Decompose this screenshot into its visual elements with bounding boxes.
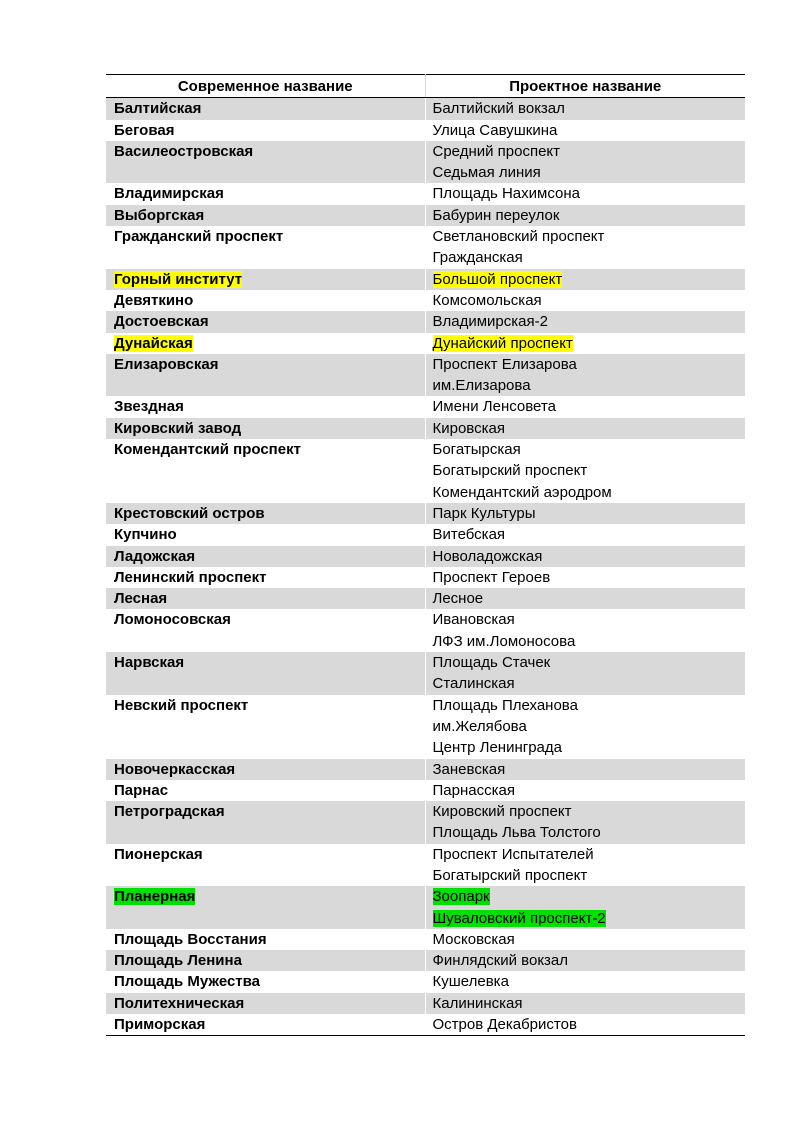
- table-row: [106, 524, 745, 545]
- project-name: Московская: [432, 930, 515, 948]
- modern-name: Дунайская: [114, 334, 193, 352]
- project-name-line: [433, 482, 746, 503]
- project-name: Богатырский проспект: [432, 866, 588, 884]
- modern-name: Василеостровская: [114, 142, 254, 160]
- project-names-cell: [425, 418, 745, 439]
- table-row: [106, 141, 745, 184]
- header-project-name: Проектное название: [425, 75, 745, 98]
- project-name: Большой проспект: [432, 270, 563, 288]
- project-name-line: [433, 673, 746, 694]
- project-names-cell: [425, 993, 745, 1014]
- modern-name-cell: [106, 886, 425, 929]
- table-row: [106, 801, 745, 844]
- project-name-line: [433, 247, 746, 268]
- project-names-cell: [425, 929, 745, 950]
- project-name: Богатырская: [432, 441, 521, 459]
- project-name: Финлядский вокзал: [432, 952, 569, 970]
- modern-name: Елизаровская: [114, 355, 219, 373]
- modern-name-cell: [106, 205, 425, 226]
- project-names-cell: [425, 588, 745, 609]
- project-names-cell: [425, 971, 745, 992]
- modern-name: Ломоносовская: [114, 611, 231, 629]
- modern-name-cell: [106, 929, 425, 950]
- modern-name-cell: [106, 652, 425, 695]
- project-name: Остров Декабристов: [432, 1016, 577, 1034]
- modern-name-cell: [106, 418, 425, 439]
- project-name: ЛФЗ им.Ломоносова: [432, 632, 576, 650]
- table-row: [106, 780, 745, 801]
- project-name: Центр Ленинграда: [432, 739, 562, 757]
- modern-name: Нарвская: [114, 654, 185, 672]
- modern-name-cell: [106, 546, 425, 567]
- project-name-line: [433, 354, 746, 375]
- project-name: Имени Ленсовета: [432, 398, 556, 416]
- table-row: [106, 929, 745, 950]
- table-row: [106, 759, 745, 780]
- project-names-cell: [425, 290, 745, 311]
- modern-name: Площадь Мужества: [114, 973, 261, 991]
- table-header: [106, 75, 745, 98]
- table-row: [106, 205, 745, 226]
- project-name-line: [433, 716, 746, 737]
- project-name: Бабурин переулок: [432, 206, 560, 224]
- modern-name-cell: [106, 311, 425, 332]
- modern-name-cell: [106, 780, 425, 801]
- modern-name-cell: [106, 759, 425, 780]
- project-name-line: [433, 396, 746, 417]
- table-row: [106, 439, 745, 503]
- modern-name-cell: [106, 1014, 425, 1036]
- project-name: Ивановская: [432, 611, 515, 629]
- project-name-line: [433, 120, 746, 141]
- modern-name-cell: [106, 269, 425, 290]
- project-name: Комсомольская: [432, 291, 542, 309]
- project-name-line: [433, 98, 746, 119]
- project-names-cell: [425, 801, 745, 844]
- project-name: Сталинская: [432, 675, 515, 693]
- table-row: [106, 695, 745, 759]
- project-names-cell: [425, 780, 745, 801]
- project-names-cell: [425, 844, 745, 887]
- project-names-cell: [425, 695, 745, 759]
- project-names-cell: [425, 652, 745, 695]
- modern-name-cell: [106, 993, 425, 1014]
- project-name: Заневская: [432, 760, 506, 778]
- table-row: [106, 1014, 745, 1036]
- header-modern-name: Современное название: [106, 75, 425, 98]
- project-names-cell: [425, 120, 745, 141]
- project-names-cell: [425, 226, 745, 269]
- table-row: [106, 950, 745, 971]
- project-name: Площадь Стачек: [432, 654, 551, 672]
- modern-name: Новочеркасская: [114, 760, 236, 778]
- modern-name-cell: [106, 439, 425, 503]
- project-names-cell: [425, 396, 745, 417]
- project-name: Новоладожская: [432, 547, 543, 565]
- table-row: [106, 120, 745, 141]
- project-names-cell: [425, 546, 745, 567]
- project-name: Калининская: [432, 994, 523, 1012]
- project-name-line: [433, 311, 746, 332]
- project-names-cell: [425, 183, 745, 204]
- project-name-line: [433, 290, 746, 311]
- modern-name: Петроградская: [114, 803, 225, 821]
- modern-name-cell: [106, 971, 425, 992]
- project-name: Балтийский вокзал: [432, 100, 565, 118]
- modern-name-cell: [106, 226, 425, 269]
- modern-name-cell: [106, 567, 425, 588]
- table-row: [106, 183, 745, 204]
- project-name-line: [433, 439, 746, 460]
- project-name-line: [433, 822, 746, 843]
- modern-name-cell: [106, 290, 425, 311]
- project-name-line: [433, 588, 746, 609]
- project-name-line: [433, 183, 746, 204]
- project-names-cell: [425, 950, 745, 971]
- table-row: [106, 418, 745, 439]
- station-names-table: [106, 74, 745, 1036]
- table-row: [106, 971, 745, 992]
- project-name-line: [433, 993, 746, 1014]
- project-name: Средний проспект: [432, 142, 561, 160]
- table-row: [106, 844, 745, 887]
- project-name-line: [433, 460, 746, 481]
- project-name: Улица Савушкина: [432, 121, 558, 139]
- modern-name-cell: [106, 609, 425, 652]
- modern-name-cell: [106, 503, 425, 524]
- project-name: Гражданская: [432, 249, 523, 267]
- project-name-line: [433, 929, 746, 950]
- table-row: [106, 503, 745, 524]
- project-name-line: [433, 503, 746, 524]
- project-name: им.Желябова: [432, 717, 527, 735]
- modern-name: Площадь Восстания: [114, 930, 267, 948]
- modern-name: Приморская: [114, 1016, 206, 1034]
- project-name-line: [433, 652, 746, 673]
- project-names-cell: [425, 333, 745, 354]
- project-names-cell: [425, 439, 745, 503]
- table-row: [106, 311, 745, 332]
- modern-name: Кировский завод: [114, 419, 242, 437]
- modern-name: Парнас: [114, 781, 169, 799]
- modern-name-cell: [106, 141, 425, 184]
- table-row: [106, 546, 745, 567]
- project-name: Площадь Плеханова: [432, 696, 578, 714]
- modern-name: Комендантский проспект: [114, 441, 301, 459]
- project-names-cell: [425, 205, 745, 226]
- project-name-line: [433, 226, 746, 247]
- project-names-cell: [425, 311, 745, 332]
- project-name-line: [433, 546, 746, 567]
- project-name-line: [433, 780, 746, 801]
- project-names-cell: [425, 354, 745, 397]
- project-name-line: [433, 205, 746, 226]
- modern-name: Девяткино: [114, 291, 194, 309]
- table-row: [106, 396, 745, 417]
- modern-name: Ленинский проспект: [114, 568, 267, 586]
- modern-name: Лесная: [114, 590, 168, 608]
- project-name: Дунайский проспект: [432, 334, 573, 352]
- project-name-line: [433, 950, 746, 971]
- project-name-line: [433, 567, 746, 588]
- project-names-cell: [425, 269, 745, 290]
- project-name-line: [433, 801, 746, 822]
- modern-name: Гражданский проспект: [114, 228, 284, 246]
- table-row: [106, 993, 745, 1014]
- project-name-line: [433, 908, 746, 929]
- project-names-cell: [425, 567, 745, 588]
- project-name: Владимирская-2: [432, 313, 548, 331]
- modern-name: Политехническая: [114, 994, 245, 1012]
- header-row: [106, 75, 745, 98]
- project-name: им.Елизарова: [432, 377, 531, 395]
- table-row: [106, 290, 745, 311]
- modern-name-cell: [106, 524, 425, 545]
- table-row: [106, 269, 745, 290]
- project-name: Площадь Льва Толстого: [432, 824, 601, 842]
- table-row: [106, 354, 745, 397]
- project-names-cell: [425, 503, 745, 524]
- project-names-cell: [425, 524, 745, 545]
- modern-name-cell: [106, 120, 425, 141]
- project-name-line: [433, 141, 746, 162]
- project-name: Парнасская: [432, 781, 515, 799]
- project-names-cell: [425, 609, 745, 652]
- table-body: [106, 98, 745, 1036]
- project-name-line: [433, 162, 746, 183]
- project-name-line: [433, 333, 746, 354]
- project-name: Богатырский проспект: [432, 462, 588, 480]
- project-name: Светлановский проспект: [432, 228, 605, 246]
- modern-name: Планерная: [114, 888, 196, 906]
- table-row: [106, 98, 745, 120]
- project-name-line: [433, 971, 746, 992]
- modern-name: Звездная: [114, 398, 184, 416]
- modern-name: Владимирская: [114, 185, 224, 203]
- modern-name: Ладожская: [114, 547, 196, 565]
- modern-name-cell: [106, 801, 425, 844]
- project-name: Проспект Елизарова: [432, 355, 577, 373]
- table-row: [106, 567, 745, 588]
- project-name: Витебская: [432, 526, 506, 544]
- project-names-cell: [425, 141, 745, 184]
- project-name-line: [433, 418, 746, 439]
- project-name-line: [433, 269, 746, 290]
- modern-name: Площадь Ленина: [114, 952, 242, 970]
- project-names-cell: [425, 98, 745, 120]
- project-name: Парк Культуры: [432, 504, 536, 522]
- project-name: Проспект Героев: [432, 568, 551, 586]
- table-row: [106, 652, 745, 695]
- modern-name: Достоевская: [114, 313, 209, 331]
- table-row: [106, 886, 745, 929]
- table-row: [106, 333, 745, 354]
- modern-name-cell: [106, 333, 425, 354]
- project-name-line: [433, 609, 746, 630]
- project-name-line: [433, 1014, 746, 1035]
- modern-name: Балтийская: [114, 100, 202, 118]
- modern-name: Горный институт: [114, 270, 243, 288]
- modern-name: Невский проспект: [114, 696, 249, 714]
- modern-name-cell: [106, 844, 425, 887]
- modern-name: Крестовский остров: [114, 504, 265, 522]
- project-name: Лесное: [432, 590, 484, 608]
- project-name: Седьмая линия: [432, 164, 541, 182]
- project-name-line: [433, 375, 746, 396]
- project-name-line: [433, 844, 746, 865]
- project-name-line: [433, 524, 746, 545]
- project-names-cell: [425, 759, 745, 780]
- project-name: Кировская: [432, 419, 505, 437]
- table-row: [106, 609, 745, 652]
- modern-name: Пионерская: [114, 845, 203, 863]
- table-row: [106, 588, 745, 609]
- modern-name: Купчино: [114, 526, 177, 544]
- project-name: Комендантский аэродром: [432, 483, 612, 501]
- project-name-line: [433, 737, 746, 758]
- modern-name-cell: [106, 950, 425, 971]
- project-name: Шуваловский проспект-2: [432, 909, 606, 927]
- project-name-line: [433, 631, 746, 652]
- modern-name-cell: [106, 695, 425, 759]
- project-name-line: [433, 886, 746, 907]
- modern-name-cell: [106, 396, 425, 417]
- table-row: [106, 226, 745, 269]
- project-names-cell: [425, 886, 745, 929]
- modern-name: Беговая: [114, 121, 175, 139]
- project-name-line: [433, 695, 746, 716]
- project-name: Кировский проспект: [432, 803, 572, 821]
- modern-name-cell: [106, 183, 425, 204]
- project-name: Зоопарк: [432, 888, 490, 906]
- modern-name-cell: [106, 354, 425, 397]
- project-name: Площадь Нахимсона: [432, 185, 580, 203]
- project-names-cell: [425, 1014, 745, 1036]
- project-name-line: [433, 759, 746, 780]
- modern-name: Выборгская: [114, 206, 205, 224]
- project-name: Проспект Испытателей: [432, 845, 594, 863]
- project-name: Кушелевка: [432, 973, 509, 991]
- modern-name-cell: [106, 588, 425, 609]
- project-name-line: [433, 865, 746, 886]
- modern-name-cell: [106, 98, 425, 120]
